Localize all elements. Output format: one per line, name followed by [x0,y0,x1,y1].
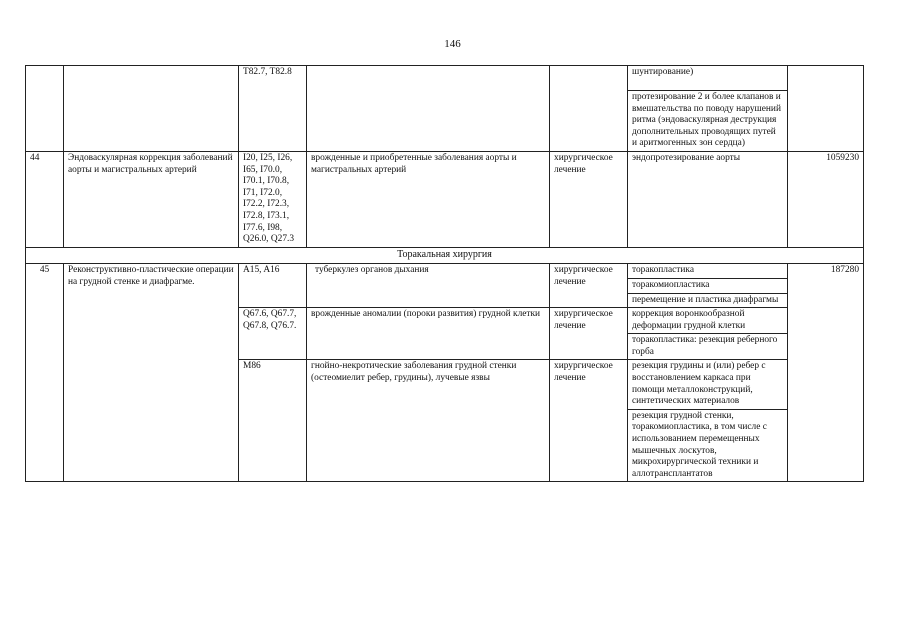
name-cell [64,66,239,152]
codes-cell: I20, I25, I26, I65, I70.0, I70.1, I70.8, I71, I72.0, I72.2, I72.3, I72.8, I73.1, I77.6, I98, Q26.0, Q27.3 [239,151,307,247]
page-number: 146 [444,38,461,50]
cost-cell: 1059230 [788,151,864,247]
treatment-cell [550,66,628,152]
procedure-item: резекция грудной стенки, торакомиопластика, в том числе с использованием перемещенных мышечных лоскутов, микрохирургической техники и аллотрансплантатов [628,409,787,482]
procedure-item: торакопластика [632,265,694,276]
disease-cell: врожденные аномалии (пороки развития) грудной клетки [307,308,550,360]
treatment-cell: хирургическое лечение [550,308,628,360]
disease-cell [307,66,550,152]
section-row [26,247,864,264]
procedure-cell: эндопротезирование аорты [628,151,788,247]
codes-cell: T82.7, T82.8 [239,66,307,152]
section-title: Торакальная хирургия [26,247,864,264]
codes-cell: M86 [239,360,307,482]
treatment-cell: хирургическое лечение [550,151,628,247]
procedures-cell [628,360,788,482]
cost-cell [788,66,864,152]
procedures-cell [628,66,788,152]
row-number-cell [26,66,64,152]
procedure-item: протезирование 2 и более клапанов и вмешательства по поводу нарушений ритма (эндоваскулярная деструкция дополнительных проводящих путей и аритмогенных зон сердца) [628,90,787,151]
procedures-cell [628,308,788,360]
procedures-cell [628,264,788,308]
services-table [25,65,864,482]
disease-cell: гнойно-некротические заболевания грудной стенки (остеомиелит ребер, грудины), лучевые язвы [307,360,550,482]
name-cell: Эндоваскулярная коррекция заболеваний аорты и магистральных артерий [64,151,239,247]
row-number-cell: 44 [26,151,64,247]
disease-cell: туберкулез органов дыхания [307,264,550,308]
procedure-item: шунтирование) [632,67,694,77]
treatment-cell: хирургическое лечение [550,264,628,308]
procedure-item: коррекция воронкообразной деформации грудной клетки [632,309,746,331]
procedure-item: перемещение и пластика диафрагмы [628,293,787,308]
codes-cell: A15, A16 [239,264,307,308]
row-number-cell: 45 [26,264,64,482]
table-row [26,151,864,247]
table-row [26,66,864,152]
procedure-item: торакомиопластика [628,278,787,293]
codes-cell: Q67.6, Q67.7, Q67.8, Q76.7. [239,308,307,360]
table-row [26,264,864,308]
name-cell: Реконструктивно-пластические операции на грудной стенке и диафрагме. [64,264,239,482]
procedure-item: торакопластика: резекция реберного горба [628,333,787,359]
disease-cell: врожденные и приобретенные заболевания аорты и магистральных артерий [307,151,550,247]
treatment-cell: хирургическое лечение [550,360,628,482]
procedure-item: резекция грудины и (или) ребер с восстановлением каркаса при помощи металлоконструкций, синтетических материалов [632,361,766,407]
cost-cell: 187280 [788,264,864,482]
